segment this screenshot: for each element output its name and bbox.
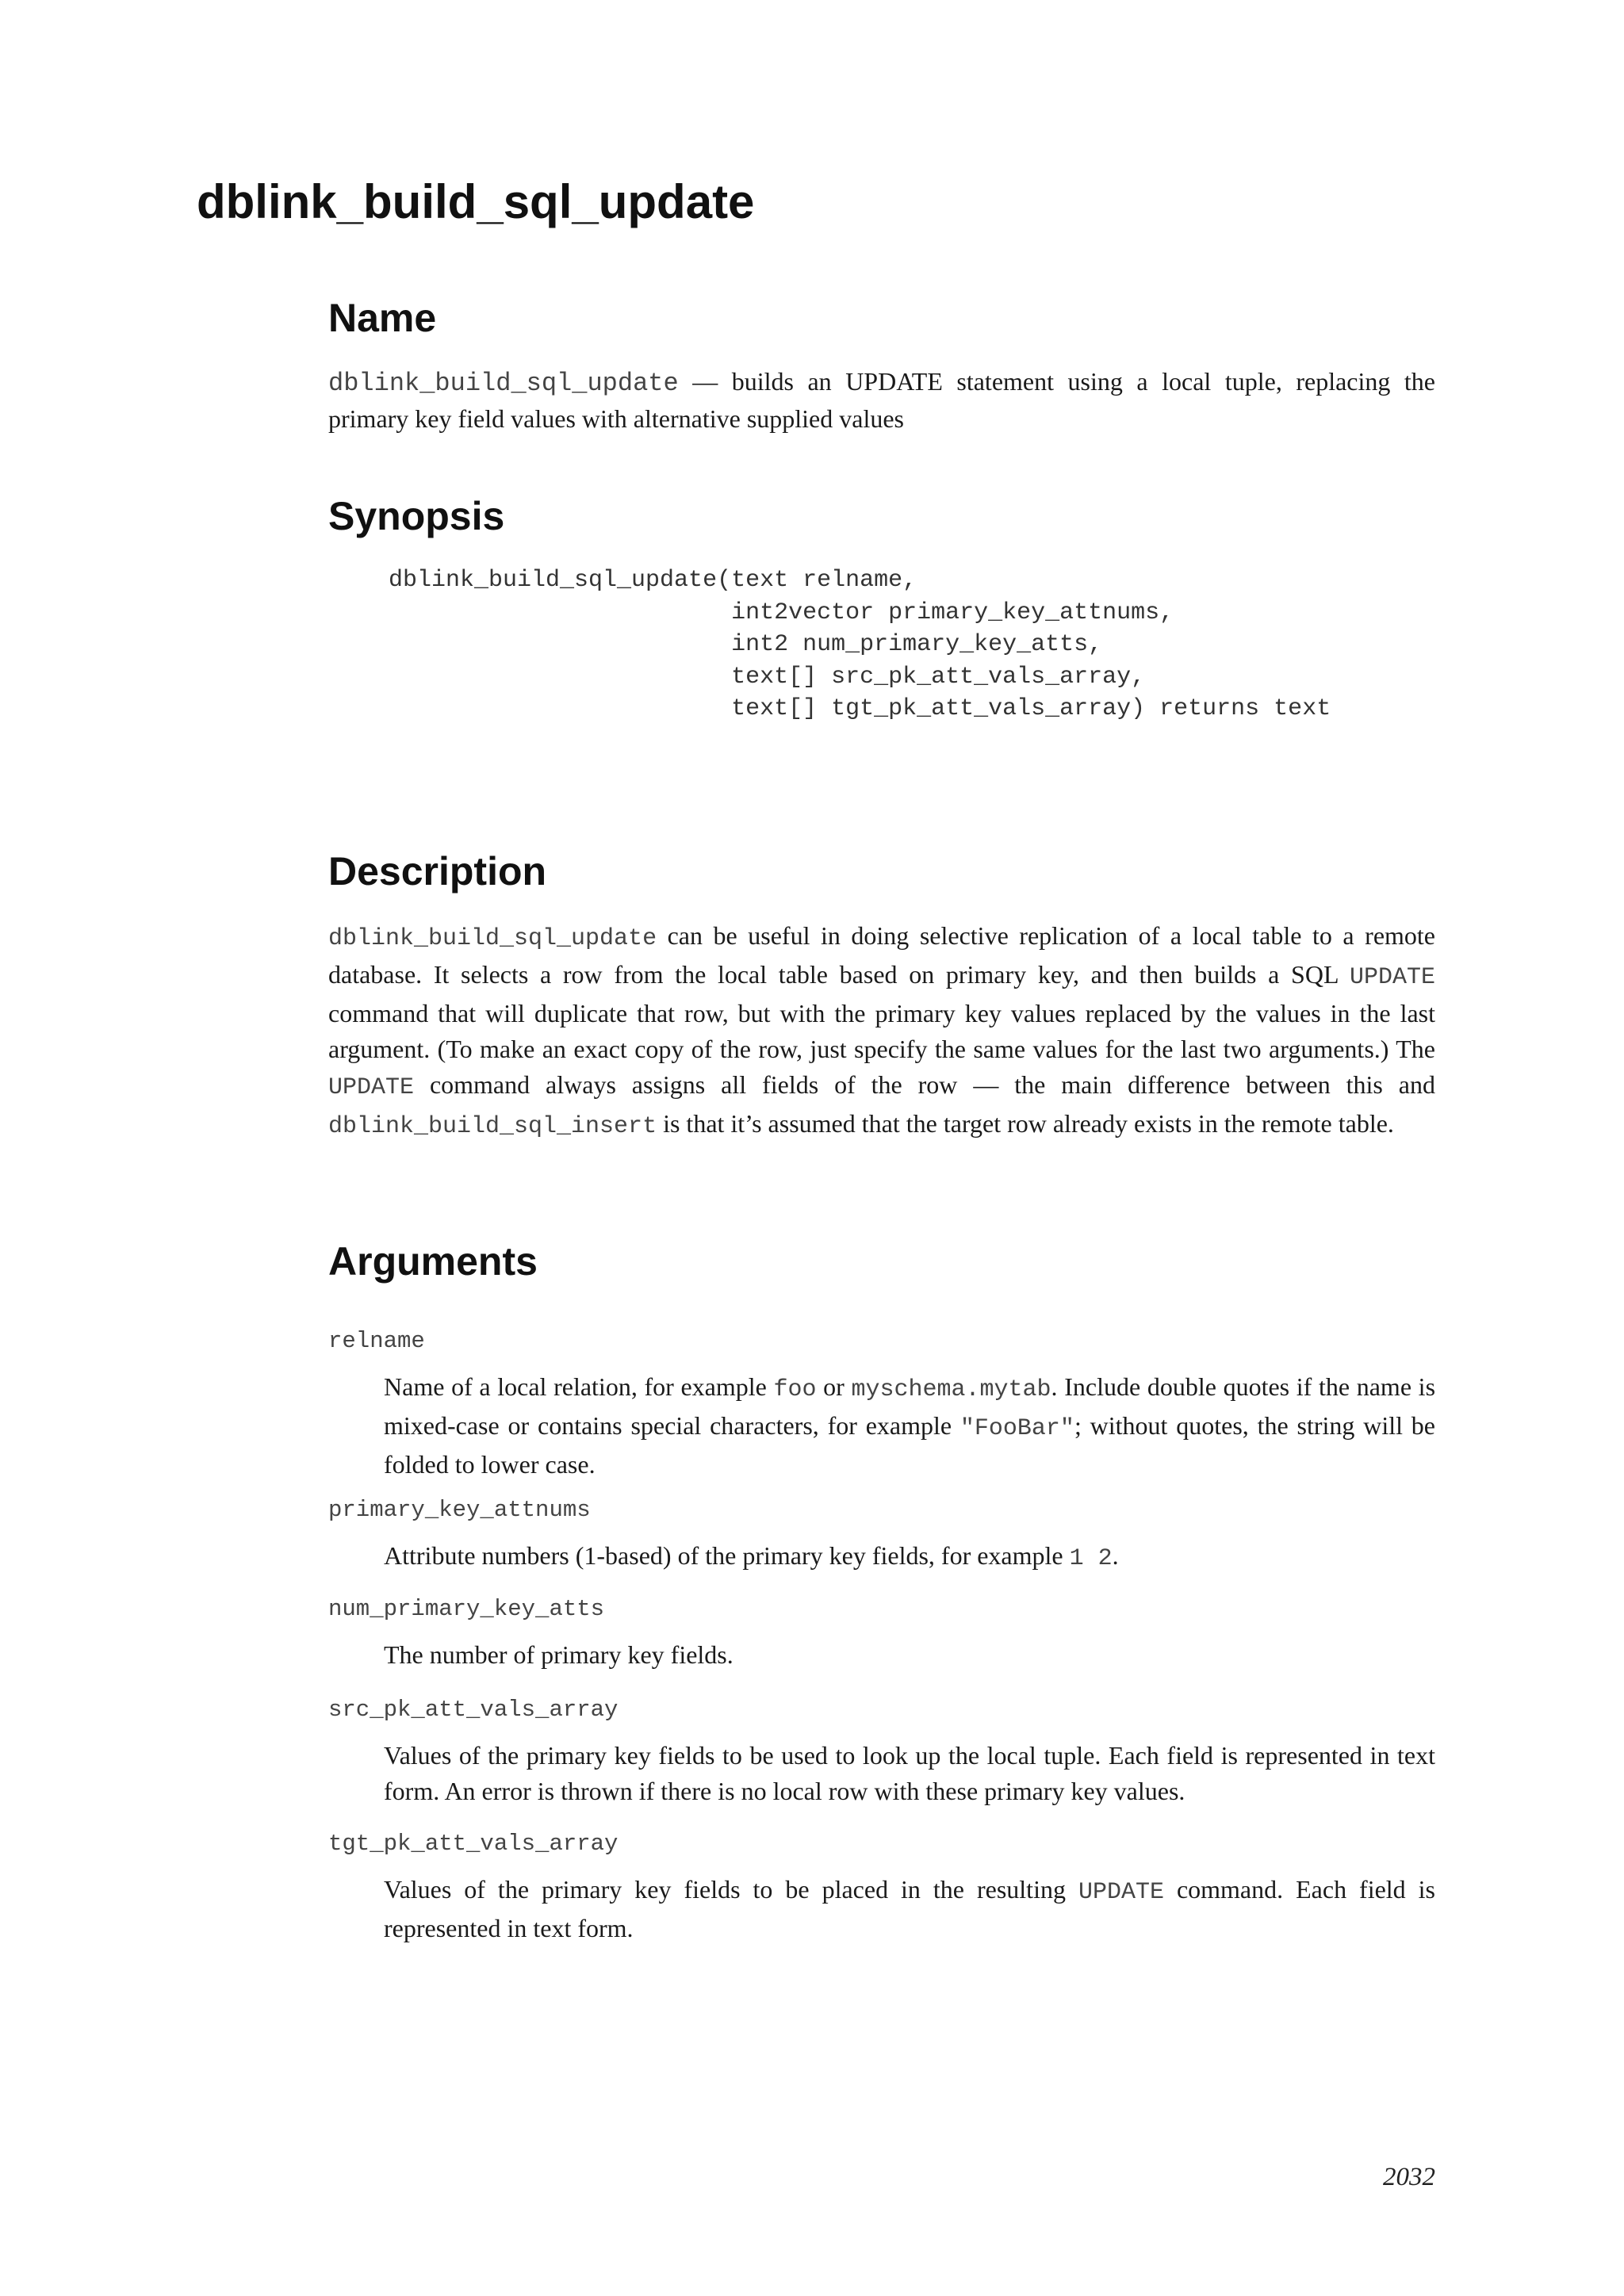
def-text: Name of a local relation, for example [384, 1372, 774, 1401]
description-text: is that it’s assumed that the target row already exists in the remote table. [657, 1109, 1394, 1138]
name-summary-text: — builds an UPDATE statement using a local tuple, replacing the primary key field values with alternative supplied values [328, 367, 1435, 433]
def-text: command. Each field is represented in text form. [384, 1875, 1435, 1942]
def-text: Attribute numbers (1-based) of the primary key fields, for example [384, 1541, 1070, 1570]
argument-term-primary-key-attnums: primary_key_attnums [328, 1497, 591, 1523]
inline-code: dblink_build_sql_insert [328, 1113, 657, 1140]
argument-term-tgt-pk-att-vals-array: tgt_pk_att_vals_array [328, 1831, 619, 1857]
argument-def-primary-key-attnums [384, 1538, 1435, 1577]
arguments-heading: Arguments [328, 1239, 538, 1284]
description-heading: Description [328, 849, 547, 894]
def-text: . Include double quotes if the name is mixed-case or contains special characters, for example [384, 1372, 1436, 1440]
synopsis-code: dblink_build_sql_update(text relname, int2vector primary_key_attnums, int2 num_primary_key_atts, text[] src_pk_att_vals_array, text[] tgt_pk_att_vals_array) returns text [389, 567, 1331, 722]
inline-code: "FooBar" [959, 1415, 1074, 1442]
argument-def-num-primary-key-atts: The number of primary key fields. [384, 1640, 733, 1669]
description-paragraph [328, 918, 1435, 1145]
name-summary [328, 364, 1435, 437]
def-text: ; without quotes, the string will be folded to lower case. [384, 1411, 1435, 1479]
description-text: command that will duplicate that row, but with the primary key values replaced by the values in the last argument. (To make an exact copy of the row, just specify the same values for the last two arguments.) The [328, 999, 1435, 1063]
inline-code: dblink_build_sql_update [328, 925, 657, 952]
synopsis-heading: Synopsis [328, 494, 505, 538]
argument-term-num-primary-key-atts: num_primary_key_atts [328, 1596, 605, 1622]
function-name: dblink_build_sql_update [328, 369, 679, 398]
argument-def-src-pk-att-vals-array: Values of the primary key fields to be used to look up the local tuple. Each field is represented in text form. An error is thrown if there is no local row with these primary key values. [384, 1741, 1435, 1805]
argument-term-relname: relname [328, 1328, 425, 1354]
inline-code: UPDATE [1078, 1879, 1164, 1906]
inline-code: myschema.mytab [851, 1376, 1051, 1403]
argument-term-src-pk-att-vals-array: src_pk_att_vals_array [328, 1697, 619, 1723]
def-text: . [1112, 1541, 1119, 1570]
description-text: can be useful in doing selective replication of a local table to a remote database. It selects a row from the local table based on primary key, and then builds a SQL [328, 921, 1435, 989]
def-text: Values of the primary key fields to be placed in the resulting [384, 1875, 1078, 1904]
argument-def-tgt-pk-att-vals-array [384, 1872, 1435, 1946]
page-title: dblink_build_sql_update [197, 175, 755, 228]
inline-code: UPDATE [328, 1074, 415, 1101]
page-number: 2032 [1383, 2163, 1435, 2191]
inline-code: foo [773, 1376, 817, 1403]
name-heading: Name [328, 296, 437, 340]
inline-code: 1 2 [1069, 1545, 1113, 1572]
argument-def-relname [384, 1369, 1435, 1483]
def-text: or [816, 1372, 852, 1401]
description-text: command always assigns all fields of the row — the main difference between this and [414, 1070, 1435, 1099]
inline-code: UPDATE [1349, 964, 1435, 991]
